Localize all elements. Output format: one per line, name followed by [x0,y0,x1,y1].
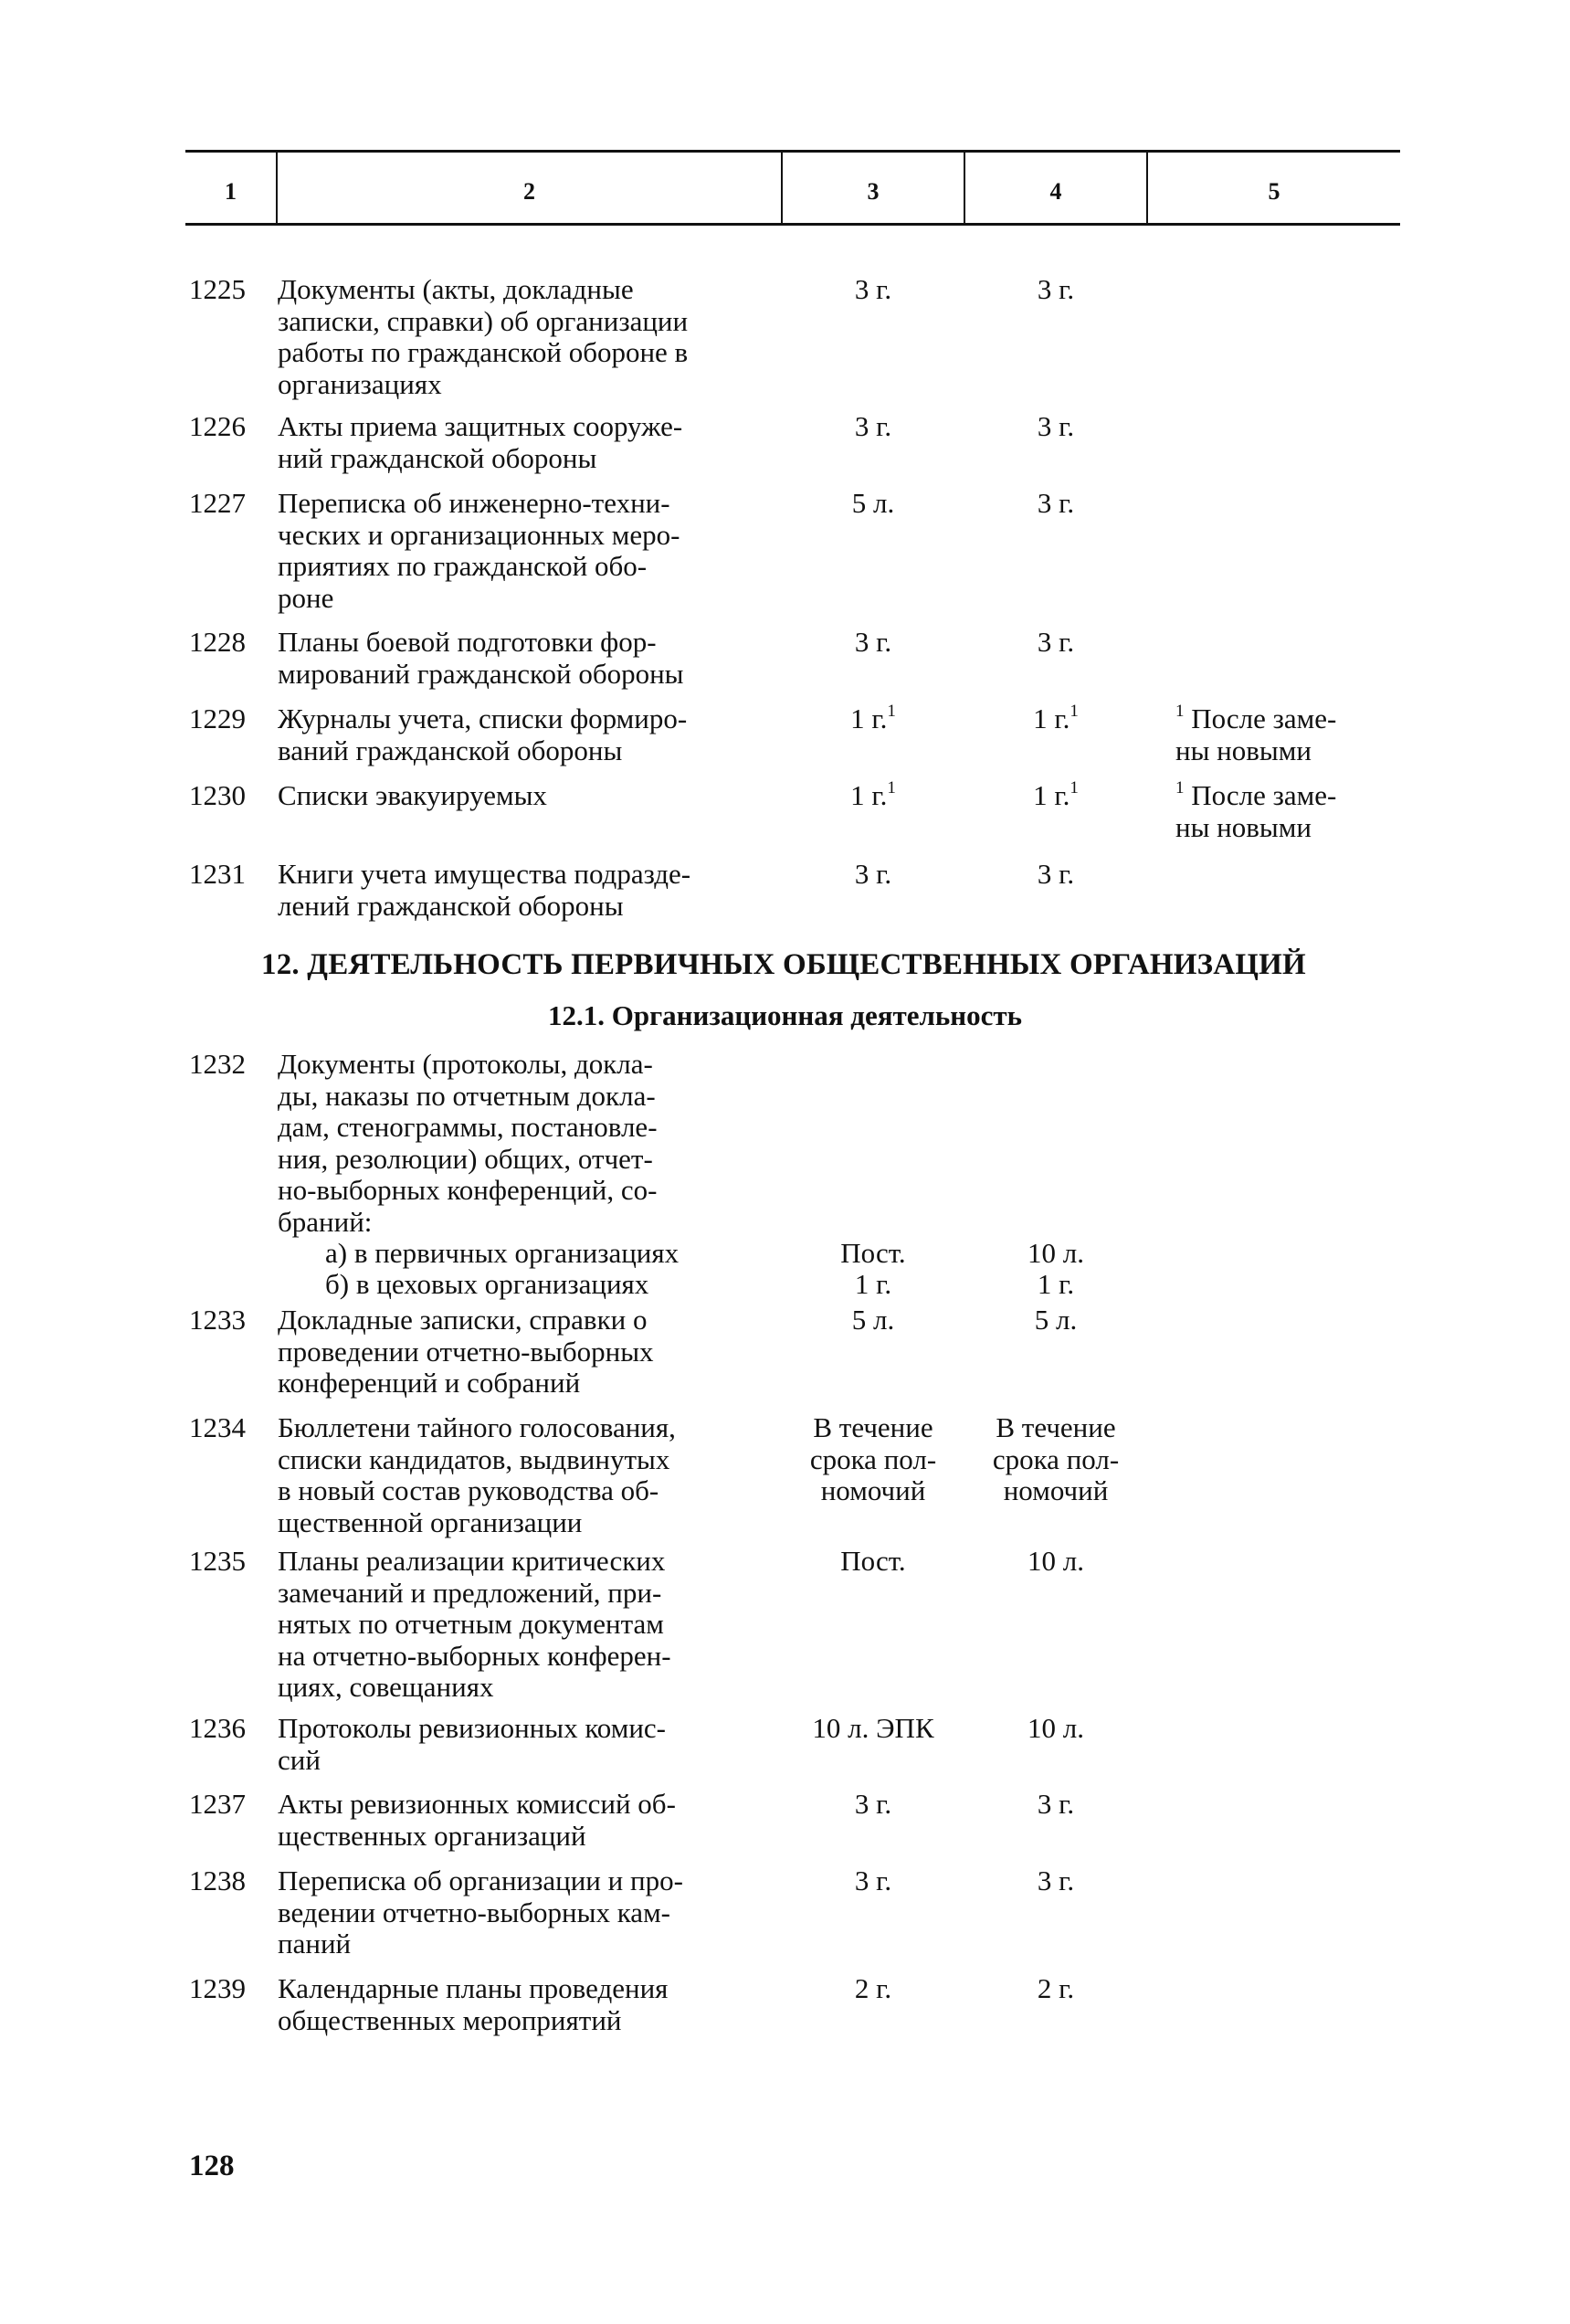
row-number: 1229 [189,702,246,734]
row-col3-value: 1 г. [850,779,888,811]
row-text: Протоколы ревизионных комис- сий [278,1712,667,1776]
row-note-text: После заме- ны новыми [1175,702,1337,766]
row-col4 [965,703,1146,735]
row-note [1148,777,1337,843]
row-col4: 1 г. [1037,1268,1075,1300]
row-number: 1231 [189,858,246,890]
row-col3: 3 г. [854,273,892,305]
row-text: Документы (протоколы, докла- ды, наказы по отчетным докла- дам, стенограммы, постановле- ния, резолюции) общих, отчет- но-выборных конференций, со- браний: [278,1048,658,1238]
section-title: 12. ДЕЯТЕЛЬНОСТЬ ПЕРВИЧНЫХ ОБЩЕСТВЕННЫХ ОРГАНИЗАЦИЙ [261,948,1306,981]
row-col3: 3 г. [854,410,892,442]
row-col4: 10 л. [1027,1545,1084,1577]
row-number: 1232 [189,1048,246,1080]
header-col-1: 1 [225,178,237,205]
header-top-rule [185,150,1400,153]
row-col4: В течение срока пол- номочий [992,1411,1120,1506]
row-col3: Пост. [840,1545,906,1577]
row-number: 1225 [189,273,246,305]
row-col4: 3 г. [1037,273,1075,305]
row-col3: 5 л. [851,487,895,519]
row-col4: 3 г. [1037,410,1075,442]
row-number: 1238 [189,1864,246,1896]
row-text: Докладные записки, справки о проведении отчетно-выборных конференций и собраний [278,1304,654,1399]
row-number: 1233 [189,1304,246,1336]
header-col-2: 2 [523,178,535,205]
section-subtitle: 12.1. Организационная деятельность [547,999,1023,1031]
row-text: Документы (акты, докладные записки, справки) об организации работы по гражданской обороне в организациях [278,273,689,400]
row-number: 1228 [189,626,246,658]
row-col4-value: 1 г. [1033,702,1070,734]
header-col-5: 5 [1268,178,1280,205]
row-col4: 3 г. [1037,858,1075,890]
row-number: 1235 [189,1545,246,1577]
row-col3: 5 л. [851,1304,895,1336]
row-text: Списки эвакуируемых [278,779,547,811]
row-note [1148,703,1336,766]
row-number: 1239 [189,1972,246,2004]
row-number: 1236 [189,1712,246,1744]
row-col4: 10 л. [1027,1237,1084,1269]
footnote-marker: 1 [1069,701,1079,721]
row-number: 1237 [189,1788,246,1820]
row-col4: 5 л. [1034,1304,1078,1336]
row-col3: Пост. [840,1237,906,1269]
row-number: 1234 [189,1411,246,1443]
row-note-text: После заме- ны новыми [1175,779,1337,843]
row-col3: 3 г. [854,1864,892,1896]
footnote-marker: 1 [1069,777,1079,798]
row-col4: 3 г. [1037,487,1075,519]
row-text: Календарные планы проведения общественных мероприятий [278,1972,669,2036]
header-col-4: 4 [1049,178,1062,205]
row-col3-value: 1 г. [850,702,888,734]
row-text: Книги учета имущества подразде- лений гражданской обороны [278,858,691,922]
row-col3: 1 г. [854,1268,892,1300]
footnote-marker: 1 [887,701,896,721]
row-col4: 2 г. [1037,1972,1075,2004]
row-col3 [783,777,964,812]
row-col4 [965,777,1146,812]
row-text: Акты приема защитных сооруже- ний гражданской обороны [278,410,683,474]
subitem-text: а) в первичных организациях [325,1237,680,1269]
row-col4: 3 г. [1037,626,1075,658]
row-col3: 3 г. [854,858,892,890]
row-col4: 10 л. [1027,1712,1084,1744]
row-text: Переписка об организации и про- ведении отчетно-выборных кам- паний [278,1864,683,1960]
row-text: Бюллетени тайного голосования, списки кандидатов, выдвинутых в новый состав руководства об- щественной организации [278,1411,676,1538]
row-col4-value: 1 г. [1033,779,1070,811]
row-number: 1227 [189,487,246,519]
row-text: Переписка об инженерно-техни- ческих и организационных меро- приятиях по гражданской обо- роне [278,487,680,614]
row-text: Планы реализации критических замечаний и предложений, при- нятых по отчетным документам на отчетно-выборных конферен- циях, совещаниях [278,1545,671,1703]
row-number: 1230 [189,779,246,811]
row-text: Акты ревизионных комиссий об- щественных организаций [278,1788,676,1852]
row-col3: 10 л. ЭПК [812,1712,934,1744]
row-col3 [783,703,964,735]
row-col4: 3 г. [1037,1788,1075,1820]
row-col4: 3 г. [1037,1864,1075,1896]
row-col3: 3 г. [854,626,892,658]
page-number: 128 [189,2150,235,2182]
header-bottom-rule [185,223,1400,226]
header-col-3: 3 [867,178,880,205]
row-text: Журналы учета, списки формиро- ваний гражданской обороны [278,702,688,766]
row-text: Планы боевой подготовки фор- мирований гражданской обороны [278,626,684,690]
row-col3: В течение срока пол- номочий [809,1411,937,1506]
footnote-marker: 1 [887,777,896,798]
footnote-marker: 1 [1175,777,1185,798]
row-col3: 2 г. [854,1972,892,2004]
footnote-marker: 1 [1175,701,1185,721]
subitem-text: б) в цеховых организациях [325,1268,649,1300]
row-col3: 3 г. [854,1788,892,1820]
row-number: 1226 [189,410,246,442]
